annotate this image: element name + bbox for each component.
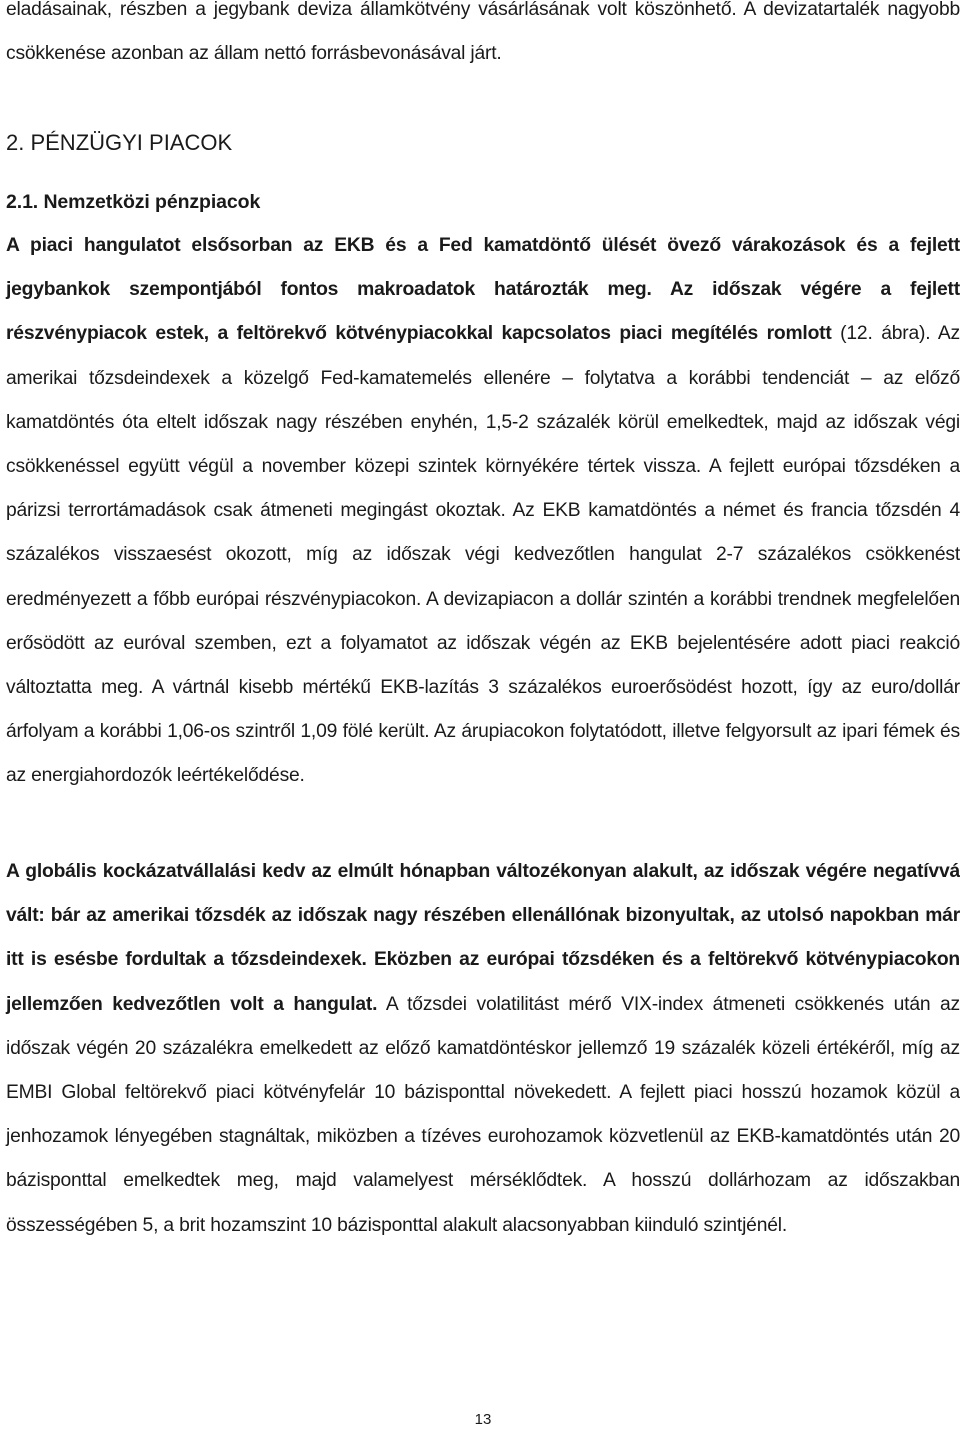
section-heading: 2. PÉNZÜGYI PIACOK [6,130,233,155]
paragraph-risk-appetite [6,850,960,1248]
subsection-heading: 2.1. Nemzetközi pénzpiacok [6,191,261,213]
paragraph-reserves [6,0,960,76]
paragraph-text: A tőzsdei volatilitást mérő VIX-index átmeneti csökkenés után az időszak végén 20 százalékra emelkedett az előző kamatdöntéskor jellemző 19 százalék közeli értékéről, míg az EMBI Global feltörekvő piaci kötvényfelár 10 bázisponttal növekedett. A fejlett piaci hosszú hozamok közül a jenhozamok lényegében stagnáltak, miközben a tízéves eurohozamok közvetlenül az EKB-kamatdöntés után 20 bázisponttal emelkedtek meg, majd valamelyest mérséklődtek. A hosszú dollárhozam az időszakban összességében 5, a brit hozamszint 10 bázisponttal alakult alacsonyabban kiinduló szintjénél. [6,993,960,1236]
document-page [6,0,960,1430]
paragraph-lead-bold: A piaci hangulatot elsősorban az EKB és a Fed kamatdöntő ülését övező várakozások és a fejlett jegybankok szempontjából fontos makroadatok határozták meg. Az időszak végére a fejlett részvénypiacok estek, a feltörekvő kötvénypiacokkal kapcsolatos piaci megítélés romlott [6,235,960,345]
paragraph-lead-bold: A globális kockázatvállalási kedv az elmúlt hónapban változékonyan alakult, az időszak végére negatívvá vált: bár az amerikai tőzsdék az időszak nagy részében ellenállónak bizonyultak, az utolsó napokban már itt is esésbe fordultak a tőzsdeindexek. Eközben az európai tőzsdéken és a feltörekvő kötvénypiacokon jellemzően kedvezőtlen volt a hangulat. [6,861,960,1015]
paragraph-text: eladásainak, részben a jegybank deviza államkötvény vásárlásának volt köszönhető. A devizatartalék nagyobb csökkenése azonban az állam nettó forrásbevonásával járt. [6,0,960,65]
page-number: 13 [474,1411,492,1428]
paragraph-text: (12. ábra). Az amerikai tőzsdeindexek a közelgő Fed-kamatemelés ellenére – folytatva a korábbi tendenciát – az előző kamatdöntés óta eltelt időszak nagy részében enyhén, 1,5-2 százalék körül emelkedtek, majd az időszak végi csökkenéssel együtt végül a november közepi szintek környékére tértek vissza. A fejlett európai tőzsdéken a párizsi terrortámadások csak átmeneti megingást okoztak. Az EKB kamatdöntés a német és francia tőzsdén 4 százalékos visszaesést okozott, míg az időszak végi kedvezőtlen hangulat 2-7 százalékos csökkenést eredményezett a főbb európai részvénypiacokon. A devizapiacon a dollár szintén a korábbi trendnek megfelelően erősödött az euróval szemben, ezt a folyamatot az időszak végén az EKB bejelentésére adott piaci reakció változtatta meg. A vártnál kisebb mértékű EKB-lazítás 3 százalékos euroerősödést hozott, így az euro/dollár árfolyam a korábbi 1,06-os szintről 1,09 fölé került. Az árupiacokon folytatódott, illetve felgyorsult az ipari fémek és az energiahordozók leértékelődése. [6,323,960,787]
paragraph-international-markets [6,224,960,799]
